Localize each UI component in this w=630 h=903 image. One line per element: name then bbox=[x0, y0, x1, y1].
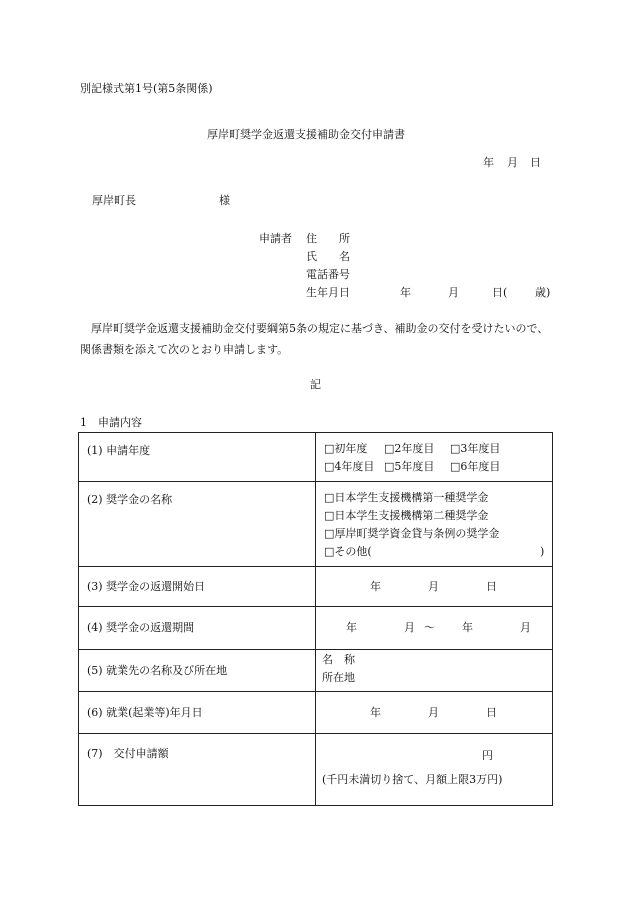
date-year: 年 bbox=[483, 156, 494, 169]
row-label: (2) 奨学金の名称 bbox=[87, 493, 173, 506]
row-label-cell bbox=[79, 607, 316, 650]
addressee-name: 厚岸町長 bbox=[92, 194, 136, 207]
row-label-cell bbox=[79, 734, 316, 806]
table-row bbox=[79, 692, 553, 734]
document-title: 厚岸町奨学金返還支援補助金交付申請書 bbox=[207, 128, 405, 141]
yen-unit: 円 bbox=[482, 749, 493, 762]
period-month-1: 月 bbox=[404, 621, 415, 634]
employment-year: 年 bbox=[370, 706, 381, 719]
table-row bbox=[79, 734, 553, 806]
birth-age: 歳) bbox=[535, 286, 551, 299]
ki-heading: 記 bbox=[310, 378, 321, 391]
row-label-cell bbox=[79, 433, 316, 482]
row-label: (3) 奨学金の返還開始日 bbox=[87, 580, 206, 593]
grant-amount-cell bbox=[316, 734, 553, 806]
period-month-2: 月 bbox=[520, 621, 531, 634]
applicant-address-label: 住 所 bbox=[306, 232, 350, 245]
date-month: 月 bbox=[507, 156, 518, 169]
row-label: (6) 就業(起業等)年月日 bbox=[87, 706, 203, 719]
row-label: (7) 交付申請額 bbox=[87, 747, 169, 760]
table-row bbox=[79, 482, 553, 567]
applicant-birth-label: 生年月日 bbox=[306, 286, 350, 299]
employment-day: 日 bbox=[486, 706, 497, 719]
body-paragraph: 厚岸町奨学金返還支援補助金交付要綱第5条の規定に基づき、補助金の交付を受けたいので、関係書類を添えて次のとおり申請します。 bbox=[80, 322, 549, 356]
employer-address-label: 所在地 bbox=[322, 671, 355, 684]
employment-date-cell bbox=[316, 692, 553, 734]
form-reference: 別記様式第1号(第5条関係) bbox=[80, 82, 213, 95]
section-heading: 1 申請内容 bbox=[80, 416, 142, 429]
row-label: (5) 就業先の名称及び所在地 bbox=[87, 664, 228, 677]
table-row bbox=[79, 650, 553, 692]
period-tilde: 〜 bbox=[424, 621, 435, 634]
checkbox-option[interactable]: □厚岸町奨学資金貸与条例の奨学金 bbox=[324, 527, 500, 540]
application-table bbox=[78, 432, 553, 806]
row-label-cell bbox=[79, 567, 316, 607]
application-year-cell bbox=[316, 433, 553, 482]
applicant-heading: 申請者 bbox=[259, 232, 292, 245]
employer-cell bbox=[316, 650, 553, 692]
checkbox-option[interactable]: □その他( bbox=[324, 545, 372, 558]
checkbox-option[interactable]: □初年度 bbox=[324, 442, 368, 455]
row-label-cell bbox=[79, 692, 316, 734]
applicant-name-label: 氏 名 bbox=[306, 250, 350, 263]
birth-month: 月 bbox=[448, 286, 459, 299]
row-label-cell bbox=[79, 650, 316, 692]
checkbox-option[interactable]: □日本学生支援機構第二種奨学金 bbox=[324, 509, 489, 522]
repay-start-month: 月 bbox=[428, 580, 439, 593]
employment-month: 月 bbox=[428, 706, 439, 719]
checkbox-option[interactable]: □日本学生支援機構第一種奨学金 bbox=[324, 491, 489, 504]
grant-note: (千円未満切り捨て、月額上限3万円) bbox=[322, 773, 503, 786]
birth-day: 日( bbox=[492, 286, 508, 299]
checkbox-option[interactable]: □6年度目 bbox=[450, 460, 501, 473]
row-label: (4) 奨学金の返還期間 bbox=[87, 621, 195, 634]
birth-year: 年 bbox=[400, 286, 411, 299]
table-row bbox=[79, 607, 553, 650]
other-close-paren: ) bbox=[540, 545, 545, 558]
checkbox-option[interactable]: □3年度目 bbox=[450, 442, 501, 455]
addressee-honorific: 様 bbox=[219, 194, 230, 207]
table-row bbox=[79, 567, 553, 607]
applicant-phone-label: 電話番号 bbox=[306, 268, 350, 281]
checkbox-option[interactable]: □5年度目 bbox=[384, 460, 435, 473]
checkbox-option[interactable]: □4年度目 bbox=[324, 460, 375, 473]
checkbox-option[interactable]: □2年度目 bbox=[384, 442, 435, 455]
row-label-cell bbox=[79, 482, 316, 567]
repay-start-year: 年 bbox=[370, 580, 381, 593]
period-year-2: 年 bbox=[462, 621, 473, 634]
repayment-start-cell bbox=[316, 567, 553, 607]
period-year-1: 年 bbox=[346, 621, 357, 634]
employer-name-label: 名 称 bbox=[322, 653, 355, 666]
date-day: 日 bbox=[530, 156, 541, 169]
row-label: (1) 申請年度 bbox=[87, 444, 151, 457]
table-row bbox=[79, 433, 553, 482]
repay-start-day: 日 bbox=[486, 580, 497, 593]
scholarship-name-cell bbox=[316, 482, 553, 567]
repayment-period-cell bbox=[316, 607, 553, 650]
